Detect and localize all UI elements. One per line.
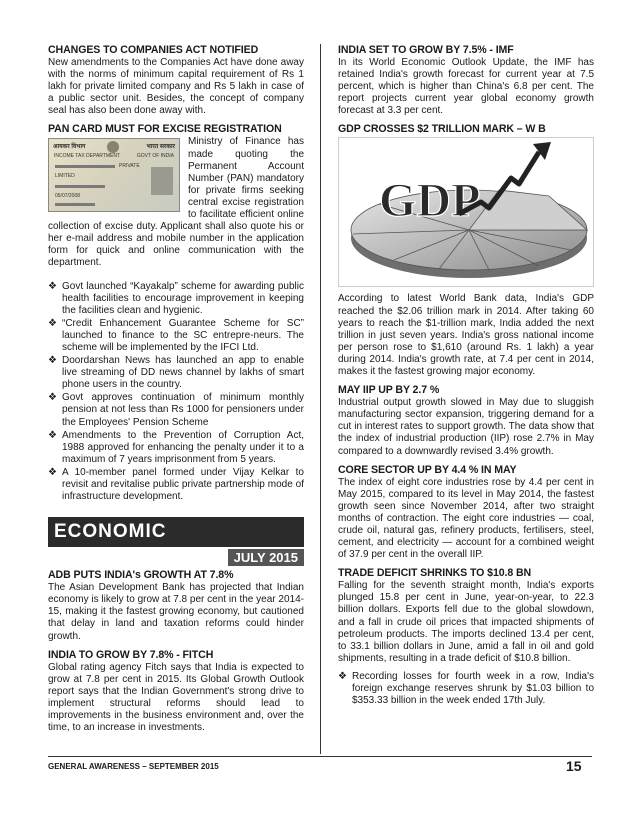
- section-heading: INDIA SET TO GROW BY 7.5% - IMF: [338, 44, 514, 56]
- gdp-section: [338, 123, 594, 378]
- pan-card-govt: GOVT OF INDIA: [136, 153, 174, 160]
- pan-card-line: [55, 185, 105, 188]
- section-body: Global rating agency Fitch says that India is expected to grow at 7.8 per cent in 2015. Its Global Growth Outlook report says that the Indian Government's strong drive to implement structural reforms should lead to improvements in the business environment and, over the time, to an increase in investments.: [48, 661, 304, 734]
- reserves-bullet-list: [338, 671, 594, 707]
- pan-card-header-right: भारत सरकार: [146, 144, 175, 151]
- diamond-bullet-icon: ❖: [48, 317, 57, 329]
- pan-card-section: [48, 123, 304, 274]
- fitch-section: [48, 649, 304, 735]
- right-column: [338, 44, 594, 708]
- pan-card-date: 05/07/2008: [55, 193, 81, 200]
- section-heading: INDIA TO GROW BY 7.8% - FITCH: [48, 648, 214, 661]
- gdp-graphic-label: GDP: [379, 174, 481, 228]
- section-heading: GDP CROSSES $2 TRILLION MARK – W B: [338, 123, 546, 136]
- gdp-pie-illustration: [339, 138, 593, 286]
- section-body: The Asian Development Bank has projected that Indian economy is likely to grow at 7.8 per cent in the year 2014-15, making it the fastest growing economy, but cautioned that delay in land and taxation reforms could hinder growth.: [48, 582, 304, 642]
- pan-card-dept: INCOME TAX DEPARTMENT: [54, 153, 121, 160]
- banner-month: JULY 2015: [48, 549, 304, 567]
- section-heading: MAY IIP UP BY 2.7 %: [338, 384, 440, 397]
- diamond-bullet-icon: ❖: [48, 355, 57, 367]
- economic-indicators-banner: ECONOMIC INDICATORS: [48, 517, 304, 547]
- list-item: ❖ A 10-member panel formed under Vijay Kelkar to revisit and revitalise public private partnership mode of infrastructure development.: [48, 466, 304, 503]
- page-number: 15: [566, 758, 582, 774]
- list-item: ❖ Amendments to the Prevention of Corruption Act, 1988 approved for enhancing the penalty under it to a maximum of 7 years imprisonment from 5 years.: [48, 429, 304, 465]
- section-heading: CHANGES TO COMPANIES ACT NOTIFIED: [48, 44, 259, 56]
- companies-act-section: [48, 44, 304, 117]
- pan-card-line: [55, 203, 95, 206]
- diamond-bullet-icon: ❖: [48, 429, 57, 441]
- pan-card-photo: [151, 167, 173, 195]
- section-body: In its World Economic Outlook Update, the IMF has retained India's growth forecast for current year at 7.5 percent, which is higher than China's 6.8 per cent. The report projects current year global economy growth forecast at 3.3 per cent.: [338, 57, 594, 117]
- section-body: The index of eight core industries rose by 4.4 per cent in May 2015, compared to its level in May 2014, the fastest growth seen since November 2014, after two straight months of contraction. The eight core industries — coal, crude oil, natural gas, refinery products, fertilisers, steel, cement, and electricity — account for a combined weight of 37.9 per cent in the overall IIP.: [338, 476, 594, 561]
- diamond-bullet-icon: ❖: [48, 466, 57, 478]
- core-sector-section: [338, 464, 594, 562]
- section-body: Ministry of Finance has made quoting the Permanent Account Number (PAN) mandatory for private firms seeking central excise registration to facilitate efficient online collection of excise duty. Applicant shall also quote his or her e-mail address and mobile number in the application form for quick and online communication with the department.: [48, 136, 304, 269]
- list-item: ❖ “Credit Enhancement Guarantee Scheme for SC” launched to finance to the SC entrepre-neurs. The scheme will be implemented by the IFCI Ltd.: [48, 317, 304, 353]
- section-body: According to latest World Bank data, India's GDP reached the $2.06 trillion mark in 2014. After taking 60 years to reach the $1-trillion mark, India added the next trillion in just seven years. India's gross national income per person rose to $1,610 (around Rs. 1 lakh) a year during 2014. India's growth rate, at 7.4 per cent in 2014, makes it the fastest growing major economy.: [338, 293, 594, 378]
- footer-title: GENERAL AWARENESS – SEPTEMBER 2015: [48, 762, 219, 771]
- section-heading: TRADE DEFICIT SHRINKS TO $10.8 BN: [338, 567, 532, 580]
- pan-card-image: [48, 138, 180, 212]
- list-item: ❖ Govt approves continuation of minimum monthly pension at not less than Rs 1000 for pensioners under the Employees' Pension Scheme: [48, 392, 304, 428]
- section-body: Falling for the seventh straight month, India's exports plunged 15.8 per cent in June, year-on-year, to 22.3 billion dollars. Exports fell due to the global slowdown, and a fall in crude oil prices that impacted shipments of petroleum products. The imports declined 13.4 per cent, to 33.1 billion dollars in June, amid a fall in oil and gold shipments, resulting in a trade deficit of $10.8 billion.: [338, 580, 594, 664]
- pan-card-private: PRIVATE: [119, 163, 140, 170]
- footer-rule: [48, 756, 592, 757]
- pan-card-header-left: आयकर विभाग: [53, 144, 86, 151]
- section-heading: PAN CARD MUST FOR EXCISE REGISTRATION: [48, 123, 282, 136]
- list-item: ❖ Govt launched “Kayakalp” scheme for awarding public health facilities to encourage improvement in keeping the facilities clean and hygienic.: [48, 280, 304, 316]
- section-heading: CORE SECTOR UP BY 4.4 % IN MAY: [338, 463, 517, 476]
- section-body: New amendments to the Companies Act have done away with the norms of minimum capital requirement of Rs 1 lakh for private limited company and Rs 5 lakh in case of a public sector unit. Besides, the concept of company seal has also been done away with.: [48, 57, 304, 117]
- column-divider: [320, 44, 321, 754]
- iip-section: [338, 384, 594, 457]
- section-body: Industrial output growth slowed in May due to sluggish manufacturing sector expansion, triggering demand for a cut in interest rates to support growth. The data show that the index of industrial production (IIP) rose 2.7% in May compared to a downwardly revised 3.4% growth.: [338, 397, 594, 457]
- list-item: ❖ Recording losses for fourth week in a row, India's foreign exchange reserves shrunk by $1.03 billion to $353.33 billion in the week ended 17th July.: [338, 670, 594, 707]
- trade-deficit-section: [338, 567, 594, 665]
- diamond-bullet-icon: ❖: [338, 670, 347, 682]
- news-bullet-list: [48, 281, 304, 504]
- diamond-bullet-icon: ❖: [48, 280, 57, 292]
- adb-section: [48, 569, 304, 642]
- pan-card-line: [55, 165, 115, 168]
- diamond-bullet-icon: ❖: [48, 392, 57, 404]
- section-heading: ADB PUTS INDIA's GROWTH AT 7.8%: [48, 569, 234, 582]
- pan-card-limited: LIMITED: [55, 173, 75, 180]
- left-column: [48, 44, 304, 740]
- imf-section: [338, 44, 594, 117]
- list-item: ❖ Doordarshan News has launched an app to enable live streaming of DD news channel by lakhs of smart phone users in the country.: [48, 355, 304, 391]
- gdp-graphic: [338, 137, 594, 287]
